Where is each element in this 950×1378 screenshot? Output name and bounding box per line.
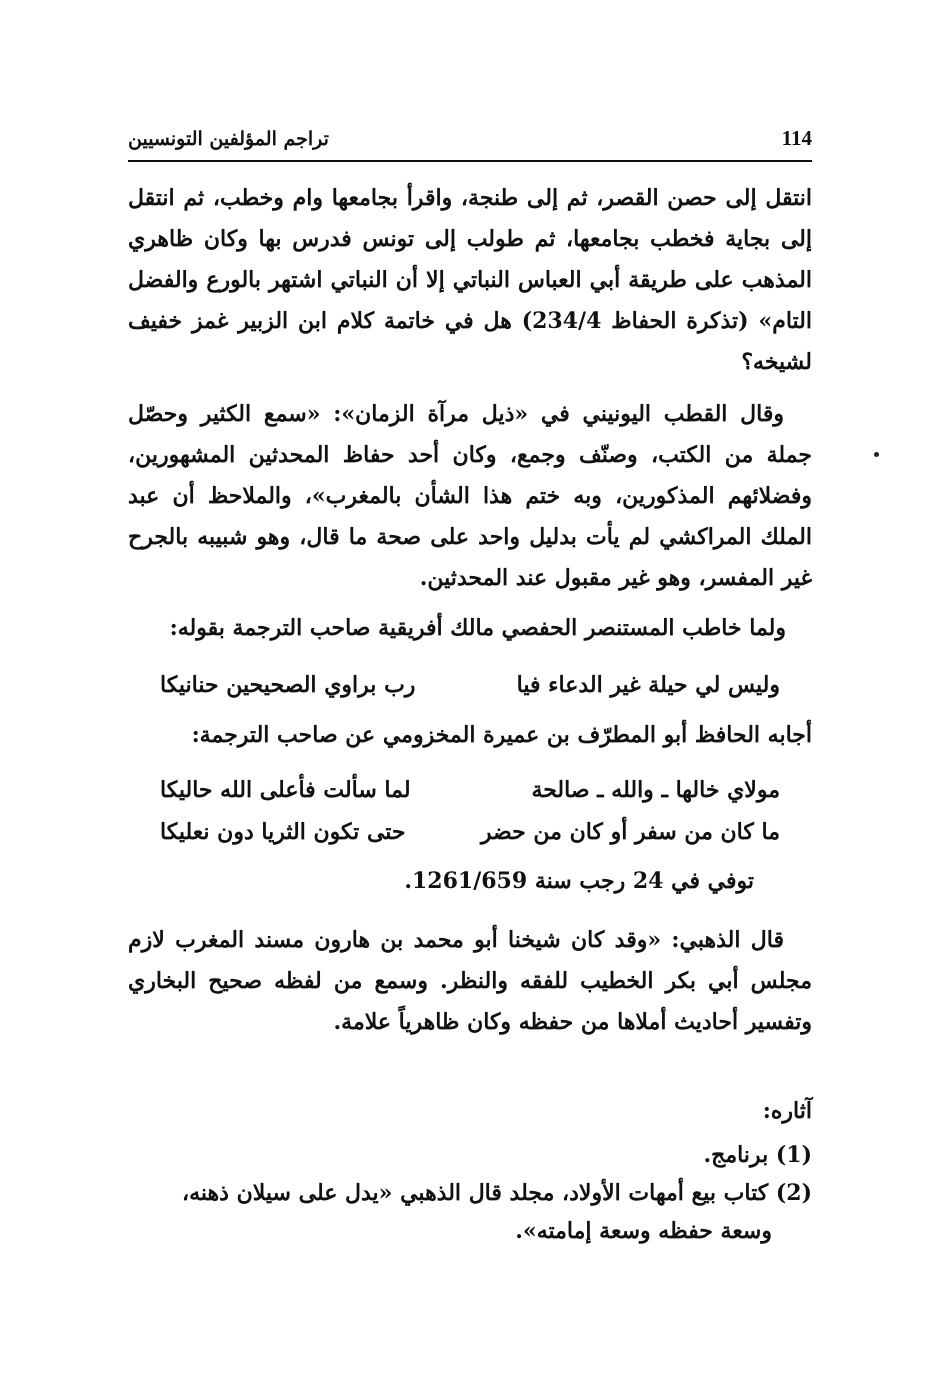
works-item-2-continuation: وسعة حفظه وسعة إمامته». — [515, 1218, 772, 1244]
running-title: تراجم المؤلفين التونسيين — [128, 128, 329, 150]
verse-3-second-hemistich: حتى تكون الثريا دون نعليكا — [160, 819, 406, 845]
paragraph-3: ولما خاطب المستنصر الحفصي مالك أفريقية صاحب الترجمة بقوله: — [169, 615, 786, 641]
paragraph-5: توفي في 24 رجب سنة 1261/659. — [404, 868, 754, 894]
works-list — [128, 1136, 812, 1250]
paragraph-2: وقال القطب اليونيني في «ذيل مرآة الزمان»: «سمع الكثير وحصّل جملة من الكتب، وصنّف وجمع، وكان أحد حفاظ المحدثين المشهورين، وفضلائهم المذكورين، وبه ختم هذا الشأن بالمغرب»، والملاحظ أن عبد الملك المراكشي لم يأت بدليل واحد على صحة ما قال، وهو شبيبه بالجرح غير المفسر، وهو غير مقبول عند المحدثين. — [128, 401, 812, 591]
works-item-2: (2) كتاب بيع أمهات الأولاد، مجلد قال الذهبي «يدل على سيلان ذهنه، — [182, 1180, 812, 1206]
works-item-1: (1) برنامج. — [703, 1142, 812, 1168]
verse-2-second-hemistich: لما سألت فأعلى الله حاليكا — [160, 777, 411, 803]
verse-2-first-hemistich: مولاي خالها ـ والله ـ صالحة — [531, 777, 780, 803]
verse-1 — [160, 667, 780, 703]
page-header — [128, 124, 812, 162]
paragraph-4: أجابه الحافظ أبو المطرّف بن عميرة المخزومي عن صاحب الترجمة: — [191, 722, 812, 748]
verse-1-second-hemistich: رب براوي الصحيحين حنانيكا — [160, 672, 416, 698]
works-heading: آثاره: — [762, 1098, 812, 1124]
verse-1-first-hemistich: وليس لي حيلة غير الدعاء فيا — [516, 672, 780, 698]
verse-2 — [160, 772, 780, 808]
verse-3-first-hemistich: ما كان من سفر أو كان من حضر — [480, 819, 780, 845]
verse-3 — [160, 814, 780, 850]
page-number: 114 — [781, 126, 812, 150]
paragraph-6: قال الذهبي: «وقد كان شيخنا أبو محمد بن هارون مسند المغرب لازم مجلس أبي بكر الخطيب للفقه والنظر. وسمع من لفظه صحيح البخاري وتفسير أحاديث أملاها من حفظه وكان ظاهرياً علامة. — [128, 927, 812, 1035]
paragraph-1: انتقل إلى حصن القصر، ثم إلى طنجة، واقرأ بجامعها وام وخطب، ثم انتقل إلى بجاية فخطب بجامعها، ثم طولب إلى تونس فدرس بها وكان ظاهري المذهب على طريقة أبي العباس النباتي إلا أن النباتي اشتهر بالورع والفضل التام» (تذكرة الحفاظ 234/4) هل في خاتمة كلام ابن الزبير غمز خفيف لشيخه؟ — [128, 185, 812, 375]
stray-mark — [874, 452, 879, 457]
